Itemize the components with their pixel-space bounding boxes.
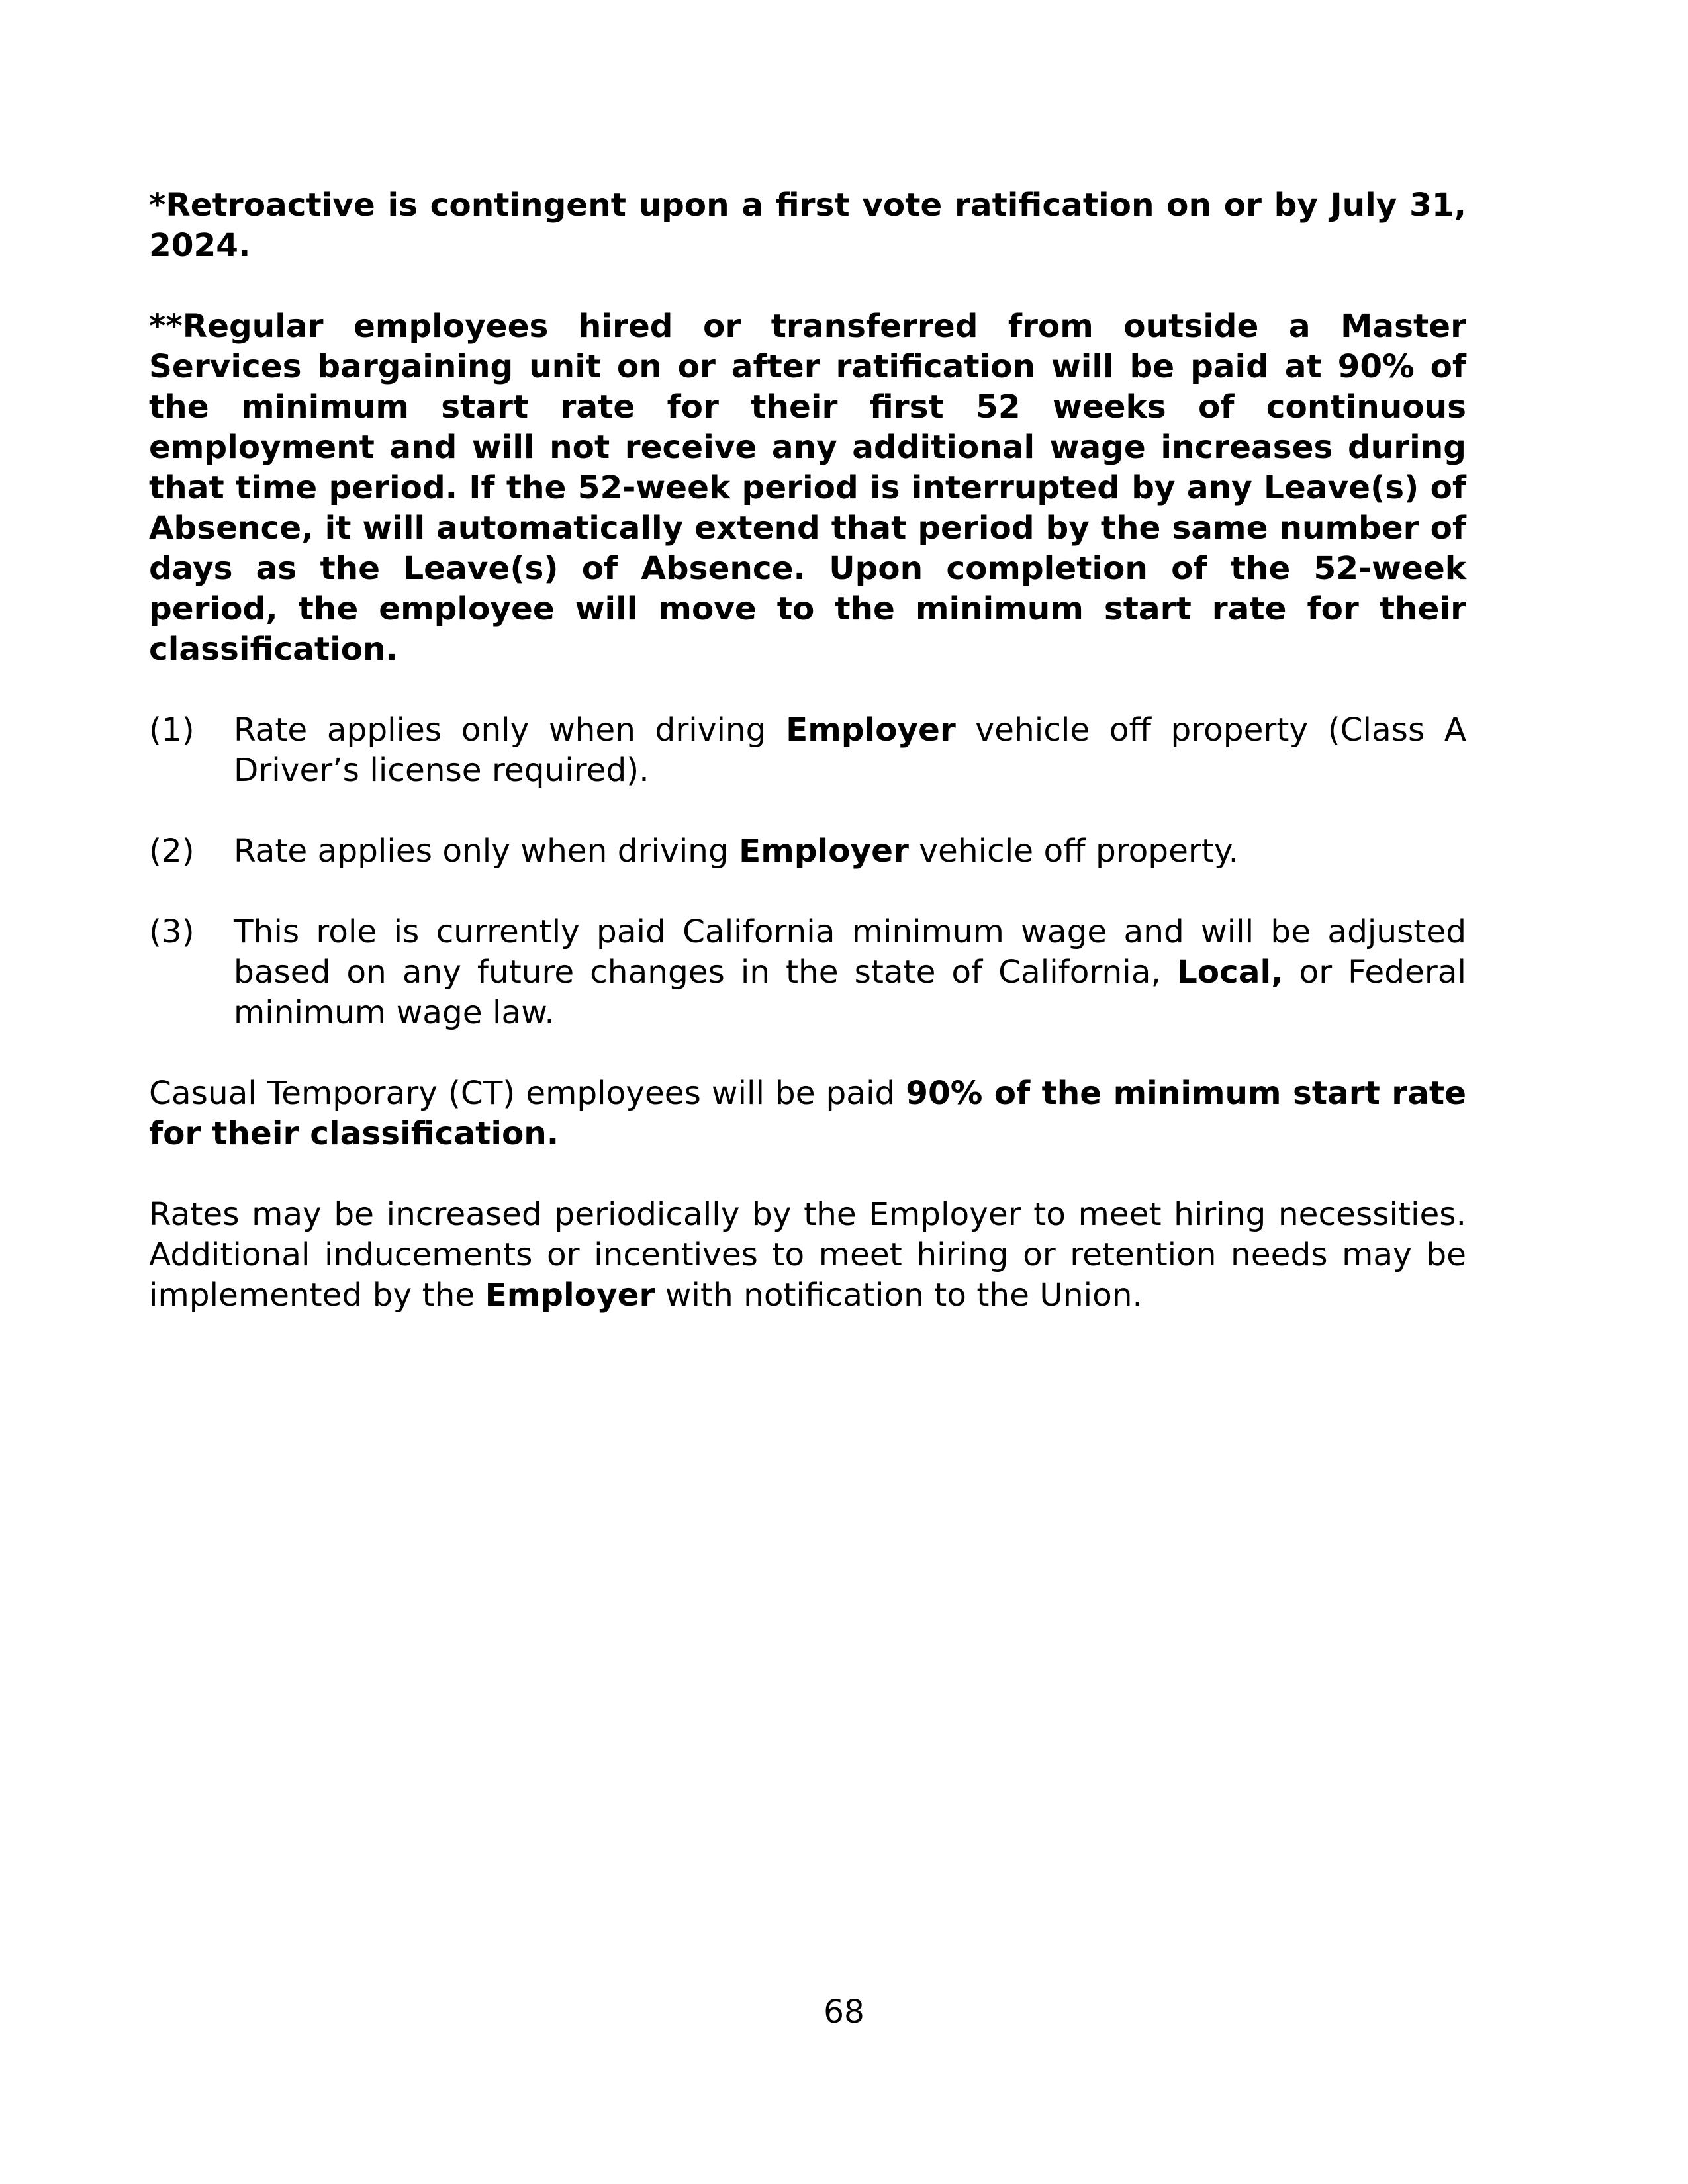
footnote-number: (3) — [149, 913, 195, 950]
casual-temporary-bold-text: 90% of the minimum start rate for their classification. — [149, 1075, 1467, 1152]
page-number: 68 — [823, 1993, 865, 2030]
footnote-text: or Federal minimum wage law. — [234, 954, 1466, 1031]
footnote-text: Rate applies only when driving — [234, 711, 786, 749]
footnote-text: vehicle off property. — [908, 833, 1239, 870]
document-body — [149, 185, 1466, 1316]
footnote-number: (1) — [149, 711, 195, 749]
footnote-text: vehicle off property (Class A Driver’s license required). — [234, 711, 1466, 789]
footnote-2 — [149, 831, 1466, 872]
rates-text: with notification to the Union. — [655, 1277, 1143, 1314]
retroactive-note: *Retroactive is contingent upon a first vote ratification on or by July 31, 2024. — [149, 187, 1466, 264]
regular-employees-note: **Regular employees hired or transferred from outside a Master Services bargaining unit on or after ratification will be paid at 90% of the minimum start rate for their first 52 weeks of continuous employment and will not receive any additional wage increases during that time period. If the 52-week period is interrupted by any Leave(s) of Absence, it will automatically extend that period by the same number of days as the Leave(s) of Absence. Upon completion of the 52-week period, the employee will move to the minimum start rate for their classification. — [149, 308, 1466, 668]
footnote-bold-text: Local, — [1176, 954, 1284, 991]
footnote-1 — [149, 710, 1466, 791]
footnote-bold-text: Employer — [786, 711, 956, 749]
footnote-text: Rate applies only when driving — [234, 833, 739, 870]
casual-temporary-text: Casual Temporary (CT) employees will be paid — [149, 1075, 906, 1112]
casual-temporary-paragraph — [149, 1073, 1466, 1154]
rates-bold-text: Employer — [485, 1277, 655, 1314]
footnote-number: (2) — [149, 833, 195, 870]
footnote-bold-text: Employer — [739, 833, 909, 870]
footnote-3 — [149, 912, 1466, 1033]
rates-paragraph — [149, 1195, 1466, 1316]
rates-text: Rates may be increased periodically by the Employer to meet hiring necessities. Additional inducements or incentives to meet hiring or retention needs may be implemented by the — [149, 1196, 1466, 1314]
footnote-text: This role is currently paid California minimum wage and will be adjusted based on any future changes in the state of California, — [234, 913, 1466, 991]
